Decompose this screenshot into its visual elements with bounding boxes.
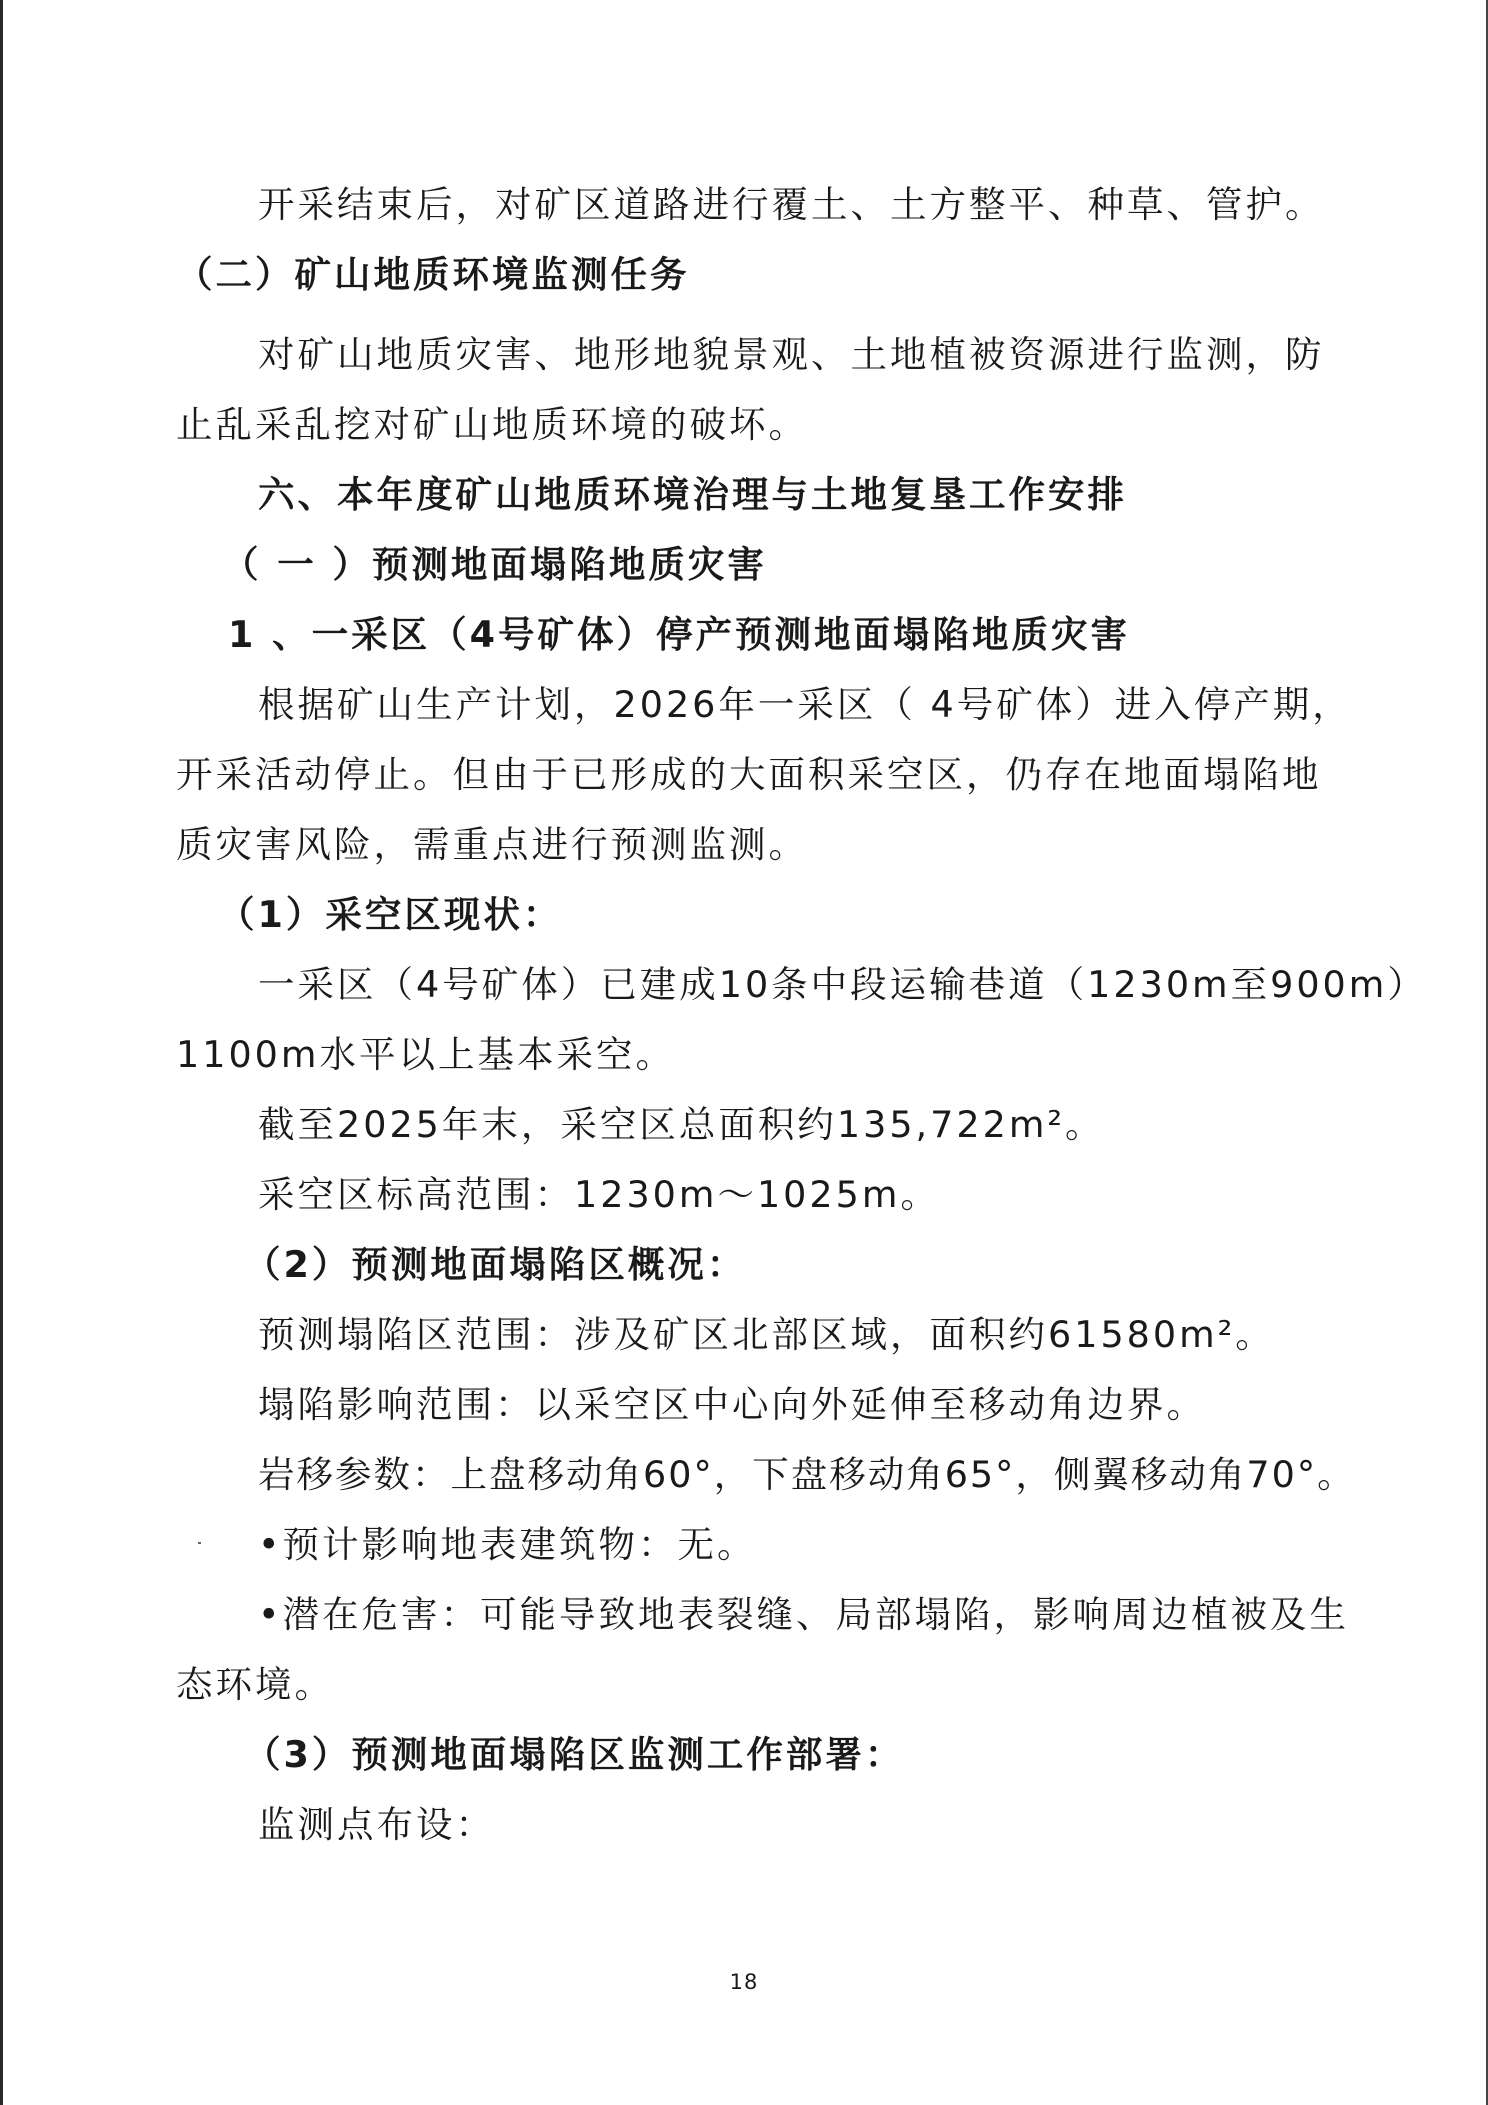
paragraph-line: 一采区（4号矿体）已建成10条中段运输巷道（1230m至900m） bbox=[258, 963, 1427, 1006]
paragraph-line: 截至2025年末，采空区总面积约135,722m²。 bbox=[258, 1103, 1105, 1146]
section-heading: （二）矿山地质环境监测任务 bbox=[176, 253, 690, 296]
paragraph-line: 采空区标高范围：1230m～1025m。 bbox=[258, 1173, 940, 1216]
paragraph-line: 开采结束后，对矿区道路进行覆土、土方整平、种草、管护。 bbox=[258, 183, 1325, 226]
item-heading: （1）采空区现状： bbox=[218, 893, 563, 936]
paragraph-line: 对矿山地质灾害、地形地貌景观、土地植被资源进行监测，防 bbox=[258, 333, 1325, 376]
scan-speck bbox=[198, 1542, 201, 1544]
page-number: 18 bbox=[729, 1970, 759, 1994]
paragraph-line: 塌陷影响范围：以采空区中心向外延伸至移动角边界。 bbox=[258, 1383, 1206, 1426]
item-heading: （2）预测地面塌陷区概况： bbox=[244, 1243, 747, 1286]
subsection-heading: 1 、一采区（4号矿体）停产预测地面塌陷地质灾害 bbox=[228, 613, 1131, 656]
bullet-line: •潜在危害：可能导致地表裂缝、局部塌陷，影响周边植被及生 bbox=[258, 1593, 1350, 1636]
paragraph-line: 1100m水平以上基本采空。 bbox=[176, 1033, 675, 1076]
paragraph-line: 止乱采乱挖对矿山地质环境的破坏。 bbox=[176, 403, 808, 446]
paragraph-line: 根据矿山生产计划，2026年一采区（ 4号矿体）进入停产期， bbox=[258, 683, 1352, 726]
paragraph-line: 预测塌陷区范围：涉及矿区北部区域，面积约61580m²。 bbox=[258, 1313, 1275, 1356]
item-heading: （3）预测地面塌陷区监测工作部署： bbox=[244, 1733, 905, 1776]
paragraph-line: 开采活动停止。但由于已形成的大面积采空区，仍存在地面塌陷地 bbox=[176, 753, 1322, 796]
paragraph-line: 质灾害风险，需重点进行预测监测。 bbox=[176, 823, 808, 866]
page-left-edge bbox=[0, 0, 3, 2105]
paragraph-line: 监测点布设： bbox=[258, 1803, 495, 1846]
bullet-line: •预计影响地表建筑物：无。 bbox=[258, 1523, 757, 1566]
paragraph-line: 态环境。 bbox=[176, 1663, 334, 1706]
chapter-heading: 六、本年度矿山地质环境治理与土地复垦工作安排 bbox=[258, 473, 1127, 516]
section-heading: （ 一 ）预测地面塌陷地质灾害 bbox=[222, 543, 767, 586]
paragraph-line: 岩移参数：上盘移动角60°，下盘移动角65°，侧翼移动角70°。 bbox=[258, 1453, 1356, 1496]
